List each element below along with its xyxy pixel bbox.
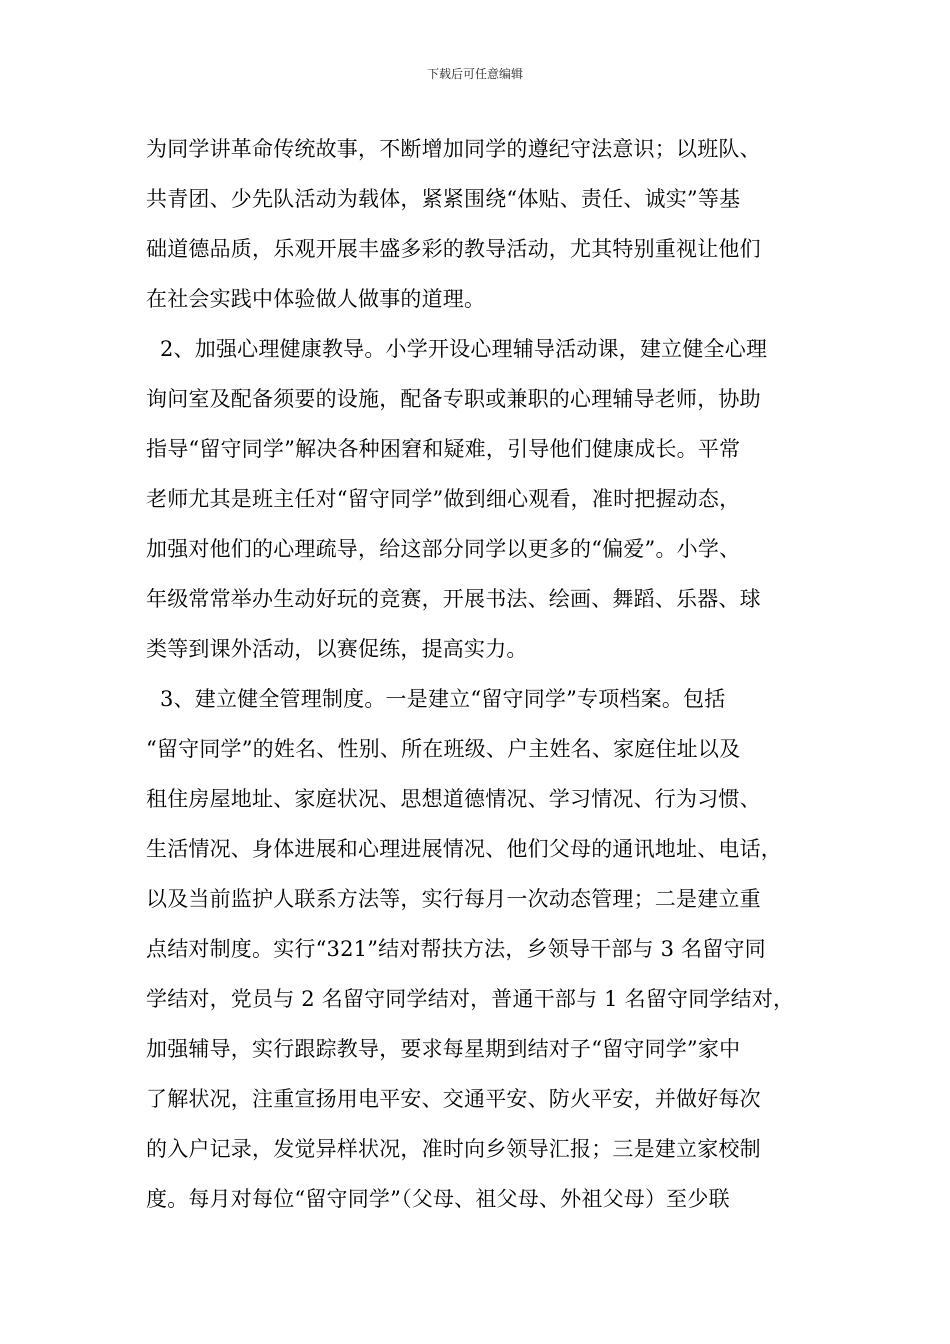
text-line: 加强对他们的心理疏导，给这部分同学以更多的“偏爱”。小学、 bbox=[146, 537, 741, 561]
text-line: 老师尤其是班主任对“留守同学”做到细心观看，准时把握动态， bbox=[146, 487, 741, 511]
text-line: 点结对制度。实行“321”结对帮扶方法，乡领导干部与 3 名留守同 bbox=[146, 937, 766, 961]
text-line: 础道德品质，乐观开展丰盛多彩的教导活动，尤其特别重视让他们 bbox=[146, 237, 761, 261]
text-line: 的入户记录，发觉异样状况，准时向乡领导汇报；三是建立家校制 bbox=[146, 1137, 761, 1161]
text-line: 共青团、少先队活动为载体，紧紧围绕“体贴、责任、诚实”等基 bbox=[146, 187, 741, 211]
text-line: 加强辅导，实行跟踪教导，要求每星期到结对子“留守同学”家中 bbox=[146, 1037, 741, 1061]
document-body bbox=[146, 124, 826, 1224]
page-header: 下载后可任意编辑 bbox=[426, 67, 523, 81]
text-line: 在社会实践中体验做人做事的道理。 bbox=[146, 287, 486, 311]
text-line: 2、加强心理健康教导。小学开设心理辅导活动课，建立健全心理 bbox=[160, 337, 768, 361]
text-line: 学结对，党员与 2 名留守同学结对，普通干部与 1 名留守同学结对， bbox=[146, 987, 795, 1011]
text-line: 指导“留守同学”解决各种困窘和疑难，引导他们健康成长。平常 bbox=[146, 437, 741, 461]
text-line: 3、建立健全管理制度。一是建立“留守同学”专项档案。包括 bbox=[160, 687, 726, 711]
text-line: 以及当前监护人联系方法等，实行每月一次动态管理；二是建立重 bbox=[146, 887, 761, 911]
text-line: 类等到课外活动，以赛促练，提高实力。 bbox=[146, 637, 528, 661]
text-line: “留守同学”的姓名、性别、所在班级、户主姓名、家庭住址以及 bbox=[146, 737, 741, 761]
text-line: 询问室及配备须要的设施，配备专职或兼职的心理辅导老师，协助 bbox=[146, 387, 761, 411]
text-line: 为同学讲革命传统故事，不断增加同学的遵纪守法意识；以班队、 bbox=[146, 137, 761, 161]
text-line: 度。每月对每位“留守同学”（父母、祖父母、外祖父母）至少联 bbox=[146, 1187, 730, 1211]
text-line: 了解状况，注重宣扬用电平安、交通平安、防火平安，并做好每次 bbox=[146, 1087, 761, 1111]
text-line: 年级常常举办生动好玩的竞赛，开展书法、绘画、舞蹈、乐器、球 bbox=[146, 587, 761, 611]
text-line: 租住房屋地址、家庭状况、思想道德情况、学习情况、行为习惯、 bbox=[146, 787, 761, 811]
text-line: 生活情况、身体进展和心理进展情况、他们父母的通讯地址、电话， bbox=[146, 837, 782, 861]
